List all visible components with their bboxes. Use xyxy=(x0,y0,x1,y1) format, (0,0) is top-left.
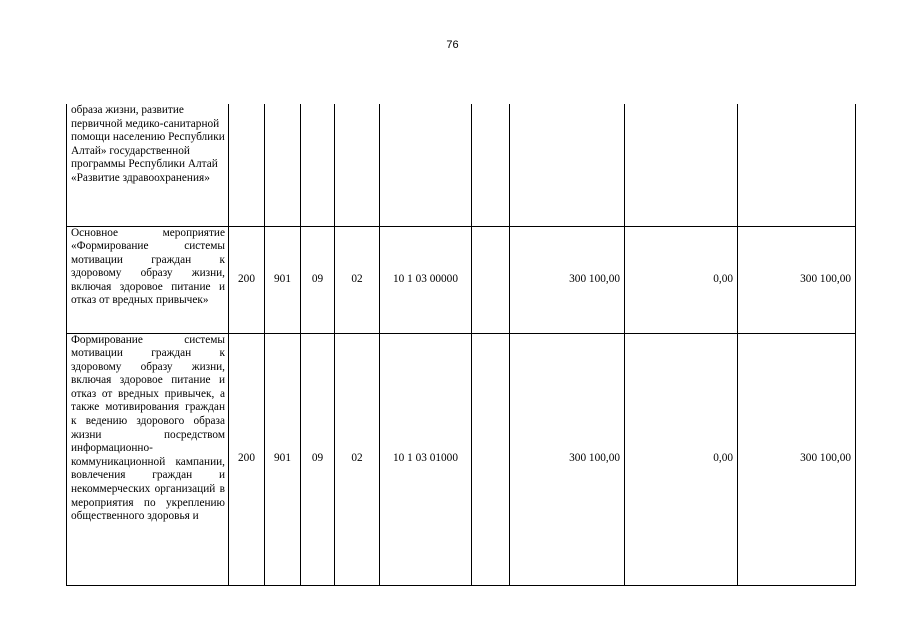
cell-col3: 901 xyxy=(265,333,301,585)
table-row xyxy=(67,104,856,226)
table-row xyxy=(67,226,856,333)
cell-col9: 0,00 xyxy=(625,226,738,333)
cell-col6 xyxy=(380,104,472,226)
cell-col9 xyxy=(625,104,738,226)
row-description: Формирование системы мотивации граждан к здоровому образу жизни, включая здоровое питание и отказ от вредных привычек, а также мотивирования граждан к ведению здорового образа жизни посредством информационно-коммуникационной кампании, вовлечения граждан и некоммерческих организаций в мероприятия по укреплению общественного здоровья и xyxy=(67,333,229,585)
cell-col8: 300 100,00 xyxy=(510,333,625,585)
cell-col5: 02 xyxy=(335,226,380,333)
cell-col10 xyxy=(738,104,856,226)
cell-col3: 901 xyxy=(265,226,301,333)
cell-col7 xyxy=(472,226,510,333)
cell-col7 xyxy=(472,104,510,226)
cell-col10: 300 100,00 xyxy=(738,333,856,585)
cell-col5: 02 xyxy=(335,333,380,585)
cell-col5 xyxy=(335,104,380,226)
budget-table xyxy=(66,104,856,586)
cell-col10: 300 100,00 xyxy=(738,226,856,333)
row-description: Основное мероприятие «Формирование системы мотивации граждан к здоровому образу жизни, включая здоровое питание и отказ от вредных привычек» xyxy=(67,226,229,333)
page-number: 76 xyxy=(446,39,459,51)
cell-col4: 09 xyxy=(301,226,335,333)
cell-col4: 09 xyxy=(301,333,335,585)
table-row xyxy=(67,333,856,585)
cell-col2 xyxy=(229,104,265,226)
cell-col8: 300 100,00 xyxy=(510,226,625,333)
cell-col2: 200 xyxy=(229,226,265,333)
cell-col4 xyxy=(301,104,335,226)
cell-col6: 10 1 03 00000 xyxy=(380,226,472,333)
cell-col2: 200 xyxy=(229,333,265,585)
cell-col8 xyxy=(510,104,625,226)
cell-col6: 10 1 03 01000 xyxy=(380,333,472,585)
cell-col7 xyxy=(472,333,510,585)
cell-col9: 0,00 xyxy=(625,333,738,585)
row-description: образа жизни, развитие первичной медико-санитарной помощи населению Республики Алтай» государственной программы Республики Алтай «Развитие здравоохранения» xyxy=(67,104,229,226)
cell-col3 xyxy=(265,104,301,226)
